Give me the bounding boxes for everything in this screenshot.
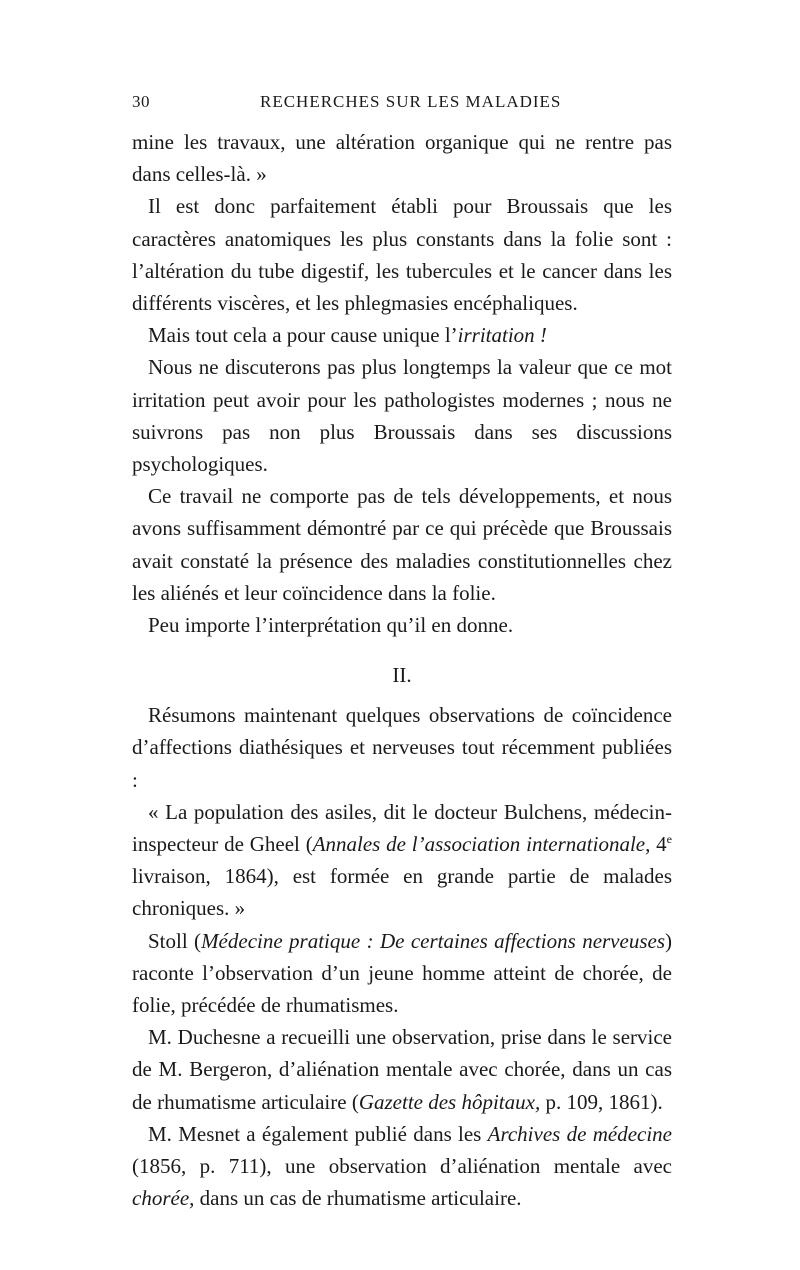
mesnet-text-end: dans un cas de rhumatisme articulaire.: [194, 1186, 522, 1211]
archives-citation: Archives de médecine: [487, 1121, 672, 1146]
running-head: [132, 92, 672, 116]
stoll-citation: Médecine pratique : De certaines affections nerveuses: [201, 928, 665, 953]
livraison-number: 4: [656, 832, 667, 857]
stoll-text: Stoll (: [148, 928, 202, 953]
running-title: RECHERCHES SUR LES MALADIES: [260, 92, 562, 111]
paragraph-bulchens-quote: [132, 796, 672, 925]
paragraph-mesnet: [132, 1118, 672, 1215]
paragraph-irritation-text: Mais tout cela a pour cause unique l’: [148, 323, 458, 348]
paragraph-discussion: Nous ne discuterons pas plus longtemps la valeur que ce mot irritation peut avoir pour les pathologistes modernes ; nous ne suivrons pas non plus Broussais dans ses discussions psychologiques.: [132, 355, 672, 477]
livraison-superscript: e: [666, 832, 672, 847]
gazette-citation: Gazette des hôpitaux,: [358, 1089, 541, 1114]
paragraph-interpretation: Peu importe l’interprétation qu’il en donne.: [148, 613, 514, 638]
paragraph-developments: Ce travail ne comporte pas de tels développements, et nous avons suffisamment démontré par ce qui précède que Broussais avait constaté la présence des maladies constitutionnelles chez les aliénés et leur coïncidence dans la folie.: [132, 484, 672, 605]
mesnet-text-mid: (1856, p. 711), une observation d’aliénation mentale avec: [132, 1154, 672, 1179]
paragraph-irritation: [132, 319, 672, 351]
annales-citation: Annales de l’association internationale,: [312, 832, 651, 857]
choree-emphasis: chorée,: [132, 1186, 195, 1211]
irritation-emphasis: irritation !: [457, 323, 547, 348]
duchesne-text: M. Duchesne a recueilli une observation, prise dans le service de M. Bergeron, d’aliénation mentale avec chorée, dans un cas de rhumatisme articulaire (: [132, 1025, 672, 1114]
mesnet-text: M. Mesnet a également publié dans les: [148, 1121, 488, 1146]
bulchens-text-end: livraison, 1864), est formée en grande partie de malades chroniques. »: [132, 864, 672, 921]
paragraph-broussais-anatomy: Il est donc parfaitement établi pour Broussais que les caractères anatomiques les plus constants dans la folie sont : l’altération du tube digestif, les tubercules et le cancer dans les différents viscères, et les phlegmasies encéphaliques.: [132, 194, 672, 316]
bulchens-text: « La population des asiles, dit le docteur Bulchens, médecin-inspecteur de Gheel (: [132, 799, 672, 857]
duchesne-text-end: p. 109, 1861).: [540, 1089, 663, 1114]
paragraph-observations-intro: Résumons maintenant quelques observations de coïncidence d’affections diathésiques et nerveuses tout récemment publiées :: [132, 703, 672, 792]
paragraph-continuation: mine les travaux, une altération organique qui ne rentre pas dans celles-là. »: [132, 130, 672, 187]
page-number: 30: [132, 92, 150, 111]
book-page: [132, 92, 672, 1215]
paragraph-duchesne: [132, 1021, 672, 1118]
body-text: [132, 126, 672, 1215]
section-heading: II.: [392, 663, 412, 688]
paragraph-stoll: [132, 925, 672, 1022]
stoll-text-end: ) raconte l’observation d’un jeune homme atteint de chorée, de folie, précédée de rhumatismes.: [132, 928, 672, 1018]
